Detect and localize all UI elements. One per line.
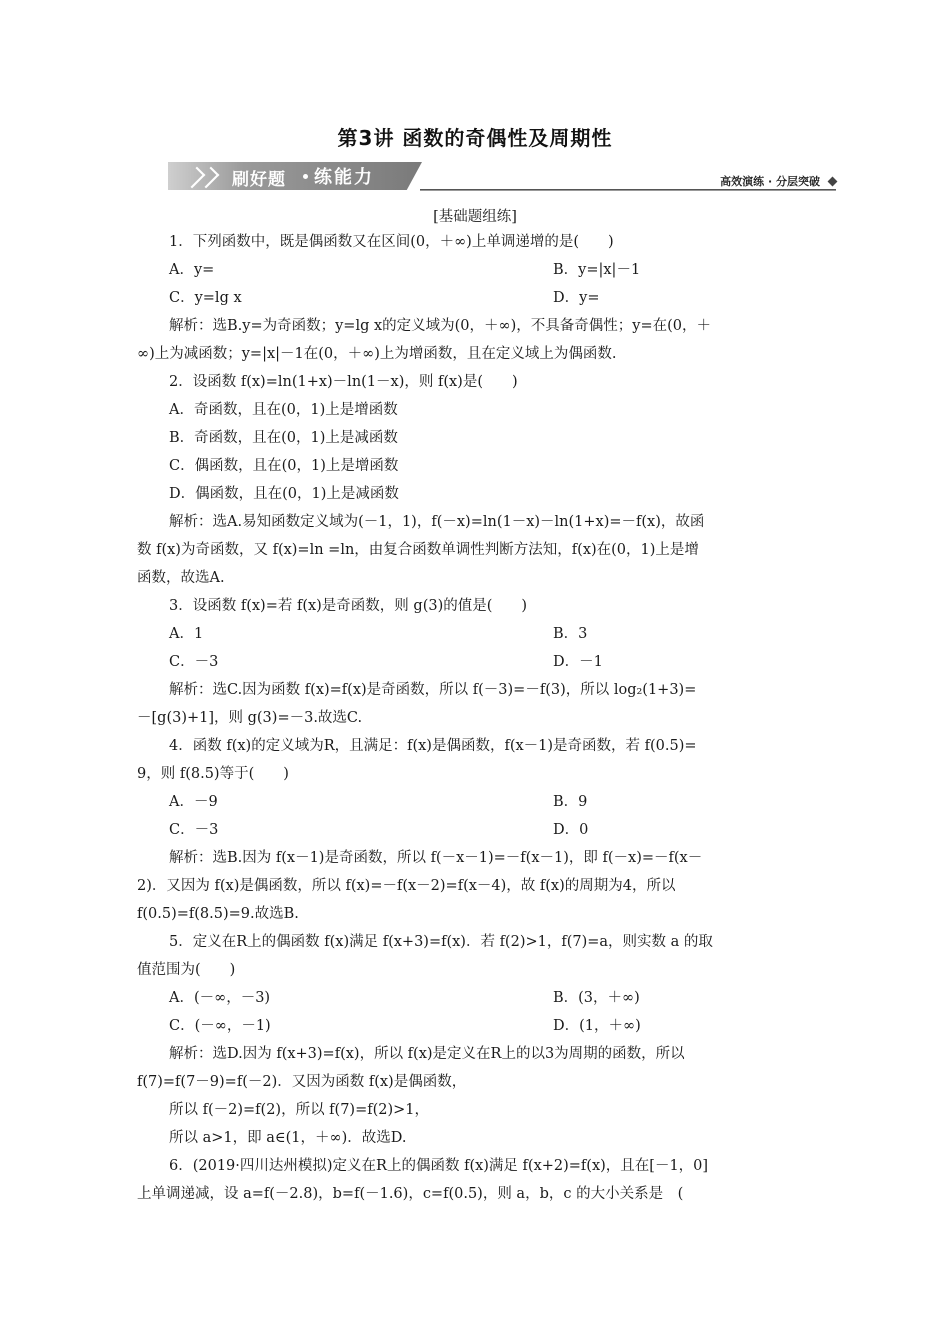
text-line: B．3 xyxy=(553,626,588,642)
text-line: 解析：选B.因为 f(x－1)是奇函数，所以 f(－x－1)=－f(x－1)，即 f(－x)=－f(x－ xyxy=(169,850,703,866)
banner-dot xyxy=(303,174,308,179)
text-line: A．奇函数，且在(0，1)上是增函数 xyxy=(169,402,398,418)
banner-label-emphasis: 练能力 xyxy=(314,167,374,188)
page-title: 第3讲 函数的奇偶性及周期性 xyxy=(337,126,613,150)
text-line: 所以 a>1，即 a∈(1，＋∞)．故选D. xyxy=(169,1130,407,1146)
section-heading: [基础题组练] xyxy=(433,209,517,225)
text-line: 2．设函数 f(x)=ln(1+x)－ln(1－x)，则 f(x)是( ) xyxy=(169,374,518,390)
text-line: D．0 xyxy=(553,822,589,838)
text-line: A．y= xyxy=(169,262,215,278)
text-line: f(0.5)=f(8.5)=9.故选B. xyxy=(137,906,299,922)
text-line: 6．(2019·四川达州模拟)定义在R上的偶函数 f(x)满足 f(x+2)=f(x)，且在[－1，0] xyxy=(169,1158,709,1174)
text-line: B．(3，＋∞) xyxy=(553,990,640,1006)
section-banner xyxy=(168,162,840,194)
text-line: D．(1，＋∞) xyxy=(553,1018,641,1034)
text-line: 所以 f(－2)=f(2)，所以 f(7)=f(2)>1， xyxy=(169,1102,430,1118)
text-line: ∞)上为减函数；y=|x|－1在(0，＋∞)上为增函数，且在定义域上为偶函数. xyxy=(137,346,617,362)
text-line: C．(－∞，－1) xyxy=(169,1018,271,1034)
text-line: C．偶函数，且在(0，1)上是增函数 xyxy=(169,458,399,474)
text-line: 9，则 f(8.5)等于( ) xyxy=(137,766,289,782)
text-line: 解析：选A.易知函数定义域为(－1，1)，f(－x)=ln(1－x)－ln(1+x)=－f(x)，故函 xyxy=(169,514,705,530)
text-line: －[g(3)+1]，则 g(3)=－3.故选C. xyxy=(137,710,363,726)
text-line: 解析：选D.因为 f(x+3)=f(x)，所以 f(x)是定义在R上的以3为周期的函数，所以 xyxy=(169,1046,685,1062)
text-line: A．(－∞，－3) xyxy=(169,990,271,1006)
text-line: C．－3 xyxy=(169,654,219,670)
text-line: 解析：选C.因为函数 f(x)=f(x)是奇函数，所以 f(－3)=－f(3)，所以 log₂(1+3)= xyxy=(169,682,697,698)
text-line: 1．下列函数中，既是偶函数又在区间(0，＋∞)上单调递增的是( ) xyxy=(169,234,614,250)
text-line: B．9 xyxy=(553,794,588,810)
text-line: 4．函数 f(x)的定义域为R，且满足：f(x)是偶函数，f(x－1)是奇函数，若 f(0.5)= xyxy=(169,738,697,754)
text-line: 5．定义在R上的偶函数 f(x)满足 f(x+3)=f(x)．若 f(2)>1，f(7)=a，则实数 a 的取 xyxy=(169,934,713,950)
banner-label: 刷好题 xyxy=(232,170,286,190)
text-line: 值范围为( ) xyxy=(137,962,236,978)
text-line: D．y= xyxy=(553,290,600,306)
text-line: D．偶函数，且在(0，1)上是减函数 xyxy=(169,486,399,502)
text-line: C．－3 xyxy=(169,822,219,838)
diamond-icon xyxy=(828,177,838,187)
text-line: 上单调递减，设 a=f(－2.8)，b=f(－1.6)，c=f(0.5)，则 a，b，c 的大小关系是 ( xyxy=(137,1186,684,1202)
text-line: 2)．又因为 f(x)是偶函数，所以 f(x)=－f(x－2)=f(x－4)，故 f(x)的周期为4，所以 xyxy=(137,878,676,894)
text-line: 数 f(x)为奇函数，又 f(x)=ln =ln，由复合函数单调性判断方法知，f(x)在(0，1)上是增 xyxy=(137,542,699,558)
text-line: B．奇函数，且在(0，1)上是减函数 xyxy=(169,430,398,446)
text-line: B．y=|x|－1 xyxy=(553,262,641,278)
text-line: 函数，故选A. xyxy=(137,570,225,586)
text-line: A．－9 xyxy=(169,794,218,810)
text-line: C．y=lg x xyxy=(169,290,242,306)
banner-rule xyxy=(420,189,836,191)
banner-tagline: 高效演练 · 分层突破 xyxy=(720,175,820,188)
text-line: 3．设函数 f(x)=若 f(x)是奇函数，则 g(3)的值是( ) xyxy=(169,598,528,614)
text-line: D．－1 xyxy=(553,654,603,670)
text-line: f(7)=f(7－9)=f(－2)．又因为函数 f(x)是偶函数， xyxy=(137,1074,467,1090)
text-line: 解析：选B.y=为奇函数；y=lg x的定义域为(0，＋∞)，不具备奇偶性；y=在(0，＋ xyxy=(169,318,711,334)
text-line: A．1 xyxy=(169,626,204,642)
